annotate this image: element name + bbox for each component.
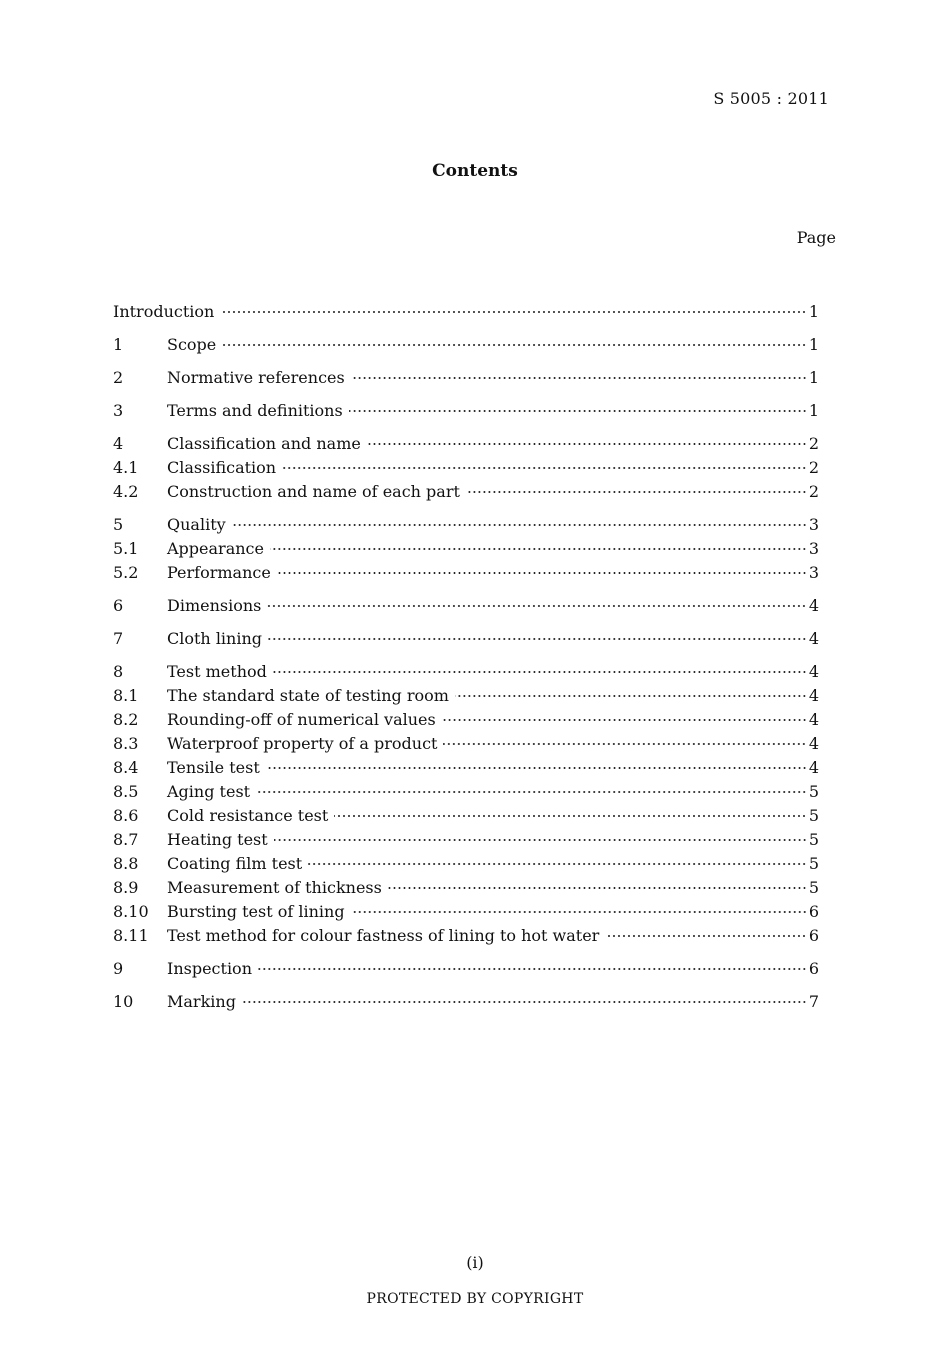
toc-entry	[113, 756, 819, 780]
toc-entry-label: Coating film test	[167, 854, 303, 873]
toc-entry-label: Inspection	[167, 959, 252, 978]
toc-entry-page: 5	[808, 806, 819, 825]
toc-entry	[113, 900, 819, 924]
toc-entry-number: 8.1	[113, 686, 139, 705]
toc-entry-label: Waterproof property of a product	[167, 734, 438, 753]
dot-leader	[349, 410, 807, 412]
dot-leader	[351, 377, 807, 379]
dot-leader	[232, 524, 807, 526]
toc-entry	[113, 594, 819, 618]
toc-entry	[113, 780, 819, 804]
toc-entry-page: 1	[808, 335, 819, 354]
toc-entry-number: 6	[113, 596, 124, 615]
toc-entry	[113, 333, 819, 357]
toc-entry-label: Classification and name	[167, 434, 361, 453]
document-id: S 5005 : 2011	[713, 89, 829, 108]
dot-leader	[466, 491, 807, 493]
toc-entry-page: 5	[808, 782, 819, 801]
dot-leader	[222, 344, 807, 346]
dot-leader	[455, 695, 807, 697]
toc-entry-page: 6	[808, 902, 819, 921]
toc-entry-label: Construction and name of each part	[167, 482, 460, 501]
toc-entry-number: 10	[113, 992, 134, 1011]
toc-entry-number: 2	[113, 368, 124, 387]
toc-entry-label: Test method for colour fastness of lining to hot water	[167, 926, 600, 945]
toc-entry	[113, 456, 819, 480]
toc-entry-page: 1	[808, 401, 819, 420]
toc-entry-number: 1	[113, 335, 124, 354]
toc-entry-label: Bursting test of lining	[167, 902, 345, 921]
toc-entry-label: Terms and definitions	[167, 401, 343, 420]
dot-leader	[220, 311, 806, 313]
table-of-contents	[113, 300, 819, 1014]
toc-entry-number: 7	[113, 629, 124, 648]
toc-entry	[113, 399, 819, 423]
toc-entry-page: 3	[808, 539, 819, 558]
toc-entry-number: 8	[113, 662, 124, 681]
toc-entry-page: 4	[808, 596, 819, 615]
toc-entry-number: 5.1	[113, 539, 139, 558]
toc-entry	[113, 828, 819, 852]
dot-leader	[267, 605, 806, 607]
toc-entry-label: Appearance	[167, 539, 264, 558]
toc-entry	[113, 804, 819, 828]
toc-entry-number: 8.10	[113, 902, 149, 921]
dot-leader	[605, 935, 806, 937]
toc-entry-page: 7	[808, 992, 819, 1011]
toc-entry	[113, 300, 819, 324]
toc-entry-label: Rounding-off of numerical values	[167, 710, 436, 729]
toc-entry	[113, 732, 819, 756]
toc-entry-label: Performance	[167, 563, 271, 582]
toc-entry	[113, 852, 819, 876]
dot-leader	[274, 839, 807, 841]
toc-entry-page: 2	[808, 434, 819, 453]
toc-entry-page: 1	[808, 368, 819, 387]
toc-entry	[113, 990, 819, 1014]
toc-entry-page: 1	[808, 302, 819, 321]
toc-entry-number: 8.7	[113, 830, 139, 849]
page-column-label: Page	[796, 228, 836, 247]
toc-entry-number: 8.6	[113, 806, 139, 825]
toc-entry-label: Cold resistance test	[167, 806, 329, 825]
toc-entry	[113, 660, 819, 684]
toc-entry-number: 8.9	[113, 878, 139, 897]
dot-leader	[367, 443, 807, 445]
toc-entry-number: 8.11	[113, 926, 149, 945]
toc-entry-number: 8.5	[113, 782, 139, 801]
toc-entry-number: 8.4	[113, 758, 139, 777]
page-title: Contents	[432, 161, 518, 181]
toc-entry-number: 9	[113, 959, 124, 978]
toc-entry-label: Introduction	[113, 302, 215, 321]
toc-entry-page: 5	[808, 878, 819, 897]
toc-entry-label: Aging test	[167, 782, 251, 801]
toc-entry-label: Measurement of thickness	[167, 878, 382, 897]
toc-entry-label: Tensile test	[167, 758, 260, 777]
dot-leader	[268, 638, 807, 640]
dot-leader	[256, 791, 807, 793]
toc-entry	[113, 513, 819, 537]
toc-entry-page: 2	[808, 458, 819, 477]
toc-entry	[113, 627, 819, 651]
toc-entry	[113, 957, 819, 981]
toc-entry-page: 5	[808, 830, 819, 849]
dot-leader	[442, 719, 807, 721]
toc-entry-number: 8.2	[113, 710, 139, 729]
dot-leader	[308, 863, 807, 865]
toc-entry-number: 4	[113, 434, 124, 453]
toc-entry-page: 5	[808, 854, 819, 873]
toc-entry-label: Marking	[167, 992, 236, 1011]
toc-entry	[113, 876, 819, 900]
toc-entry-label: Heating test	[167, 830, 268, 849]
toc-entry-page: 4	[808, 758, 819, 777]
toc-entry-label: Cloth lining	[167, 629, 263, 648]
toc-entry	[113, 924, 819, 948]
toc-entry-label: The standard state of testing room	[167, 686, 449, 705]
toc-entry-page: 6	[808, 959, 819, 978]
toc-entry-label: Classification	[167, 458, 277, 477]
toc-entry-number: 8.8	[113, 854, 139, 873]
toc-entry-page: 4	[808, 662, 819, 681]
toc-entry	[113, 537, 819, 561]
toc-entry-page: 2	[808, 482, 819, 501]
dot-leader	[388, 887, 807, 889]
toc-entry-label: Scope	[167, 335, 217, 354]
dot-leader	[270, 548, 807, 550]
toc-entry-number: 8.3	[113, 734, 139, 753]
toc-entry	[113, 561, 819, 585]
toc-entry-number: 4.2	[113, 482, 139, 501]
toc-entry	[113, 684, 819, 708]
toc-entry-number: 4.1	[113, 458, 139, 477]
dot-leader	[351, 911, 807, 913]
toc-entry-label: Test method	[167, 662, 267, 681]
toc-entry-page: 4	[808, 629, 819, 648]
toc-entry-page: 3	[808, 515, 819, 534]
dot-leader	[258, 968, 807, 970]
toc-entry-number: 3	[113, 401, 124, 420]
toc-entry-page: 6	[808, 926, 819, 945]
dot-leader	[242, 1001, 807, 1003]
dot-leader	[273, 671, 807, 673]
dot-leader	[443, 743, 806, 745]
toc-entry-page: 4	[808, 734, 819, 753]
dot-leader	[282, 467, 807, 469]
copyright-notice: PROTECTED BY COPYRIGHT	[366, 1291, 584, 1307]
toc-entry-label: Normative references	[167, 368, 345, 387]
dot-leader	[334, 815, 807, 817]
toc-entry-label: Quality	[167, 515, 226, 534]
dot-leader	[277, 572, 807, 574]
toc-entry-page: 4	[808, 686, 819, 705]
toc-entry	[113, 708, 819, 732]
dot-leader	[266, 767, 807, 769]
toc-entry	[113, 432, 819, 456]
toc-entry-page: 3	[808, 563, 819, 582]
toc-entry-label: Dimensions	[167, 596, 262, 615]
toc-entry-page: 4	[808, 710, 819, 729]
toc-entry-number: 5	[113, 515, 124, 534]
toc-entry	[113, 366, 819, 390]
toc-entry-number: 5.2	[113, 563, 139, 582]
toc-entry	[113, 480, 819, 504]
footer-page-number: (i)	[466, 1253, 484, 1272]
